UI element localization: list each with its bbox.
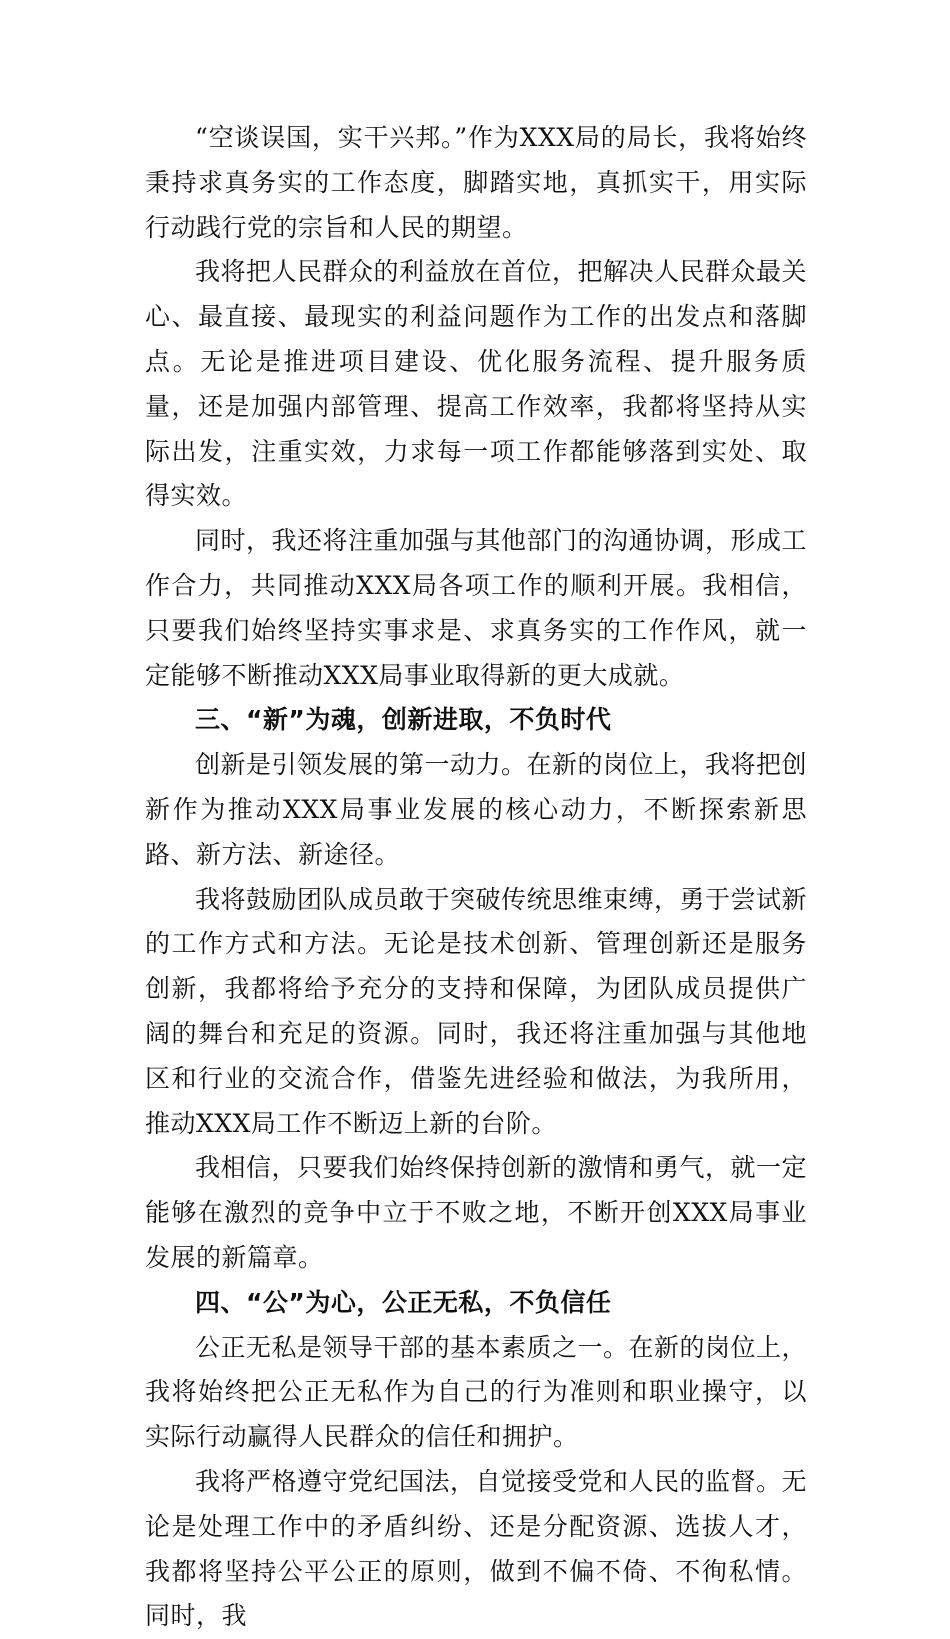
- section-heading: 三、“新”为魂，创新进取，不负时代: [195, 705, 612, 735]
- paragraph: “空谈误国，实干兴邦。”作为XXX局的局长，我将始终秉持求真务实的工作态度，脚踏实地，真抓实干，用实际行动践行党的宗旨和人民的期望。: [145, 123, 807, 242]
- document-body: [145, 116, 807, 1639]
- paragraph: 同时，我还将注重加强与其他部门的沟通协调，形成工作合力，共同推动XXX局各项工作的顺利开展。我相信，只要我们始终坚持实事求是、求真务实的工作作风，就一定能够不断推动XXX局事业取得新的更大成就。: [145, 526, 808, 690]
- paragraph: 我将鼓励团队成员敢于突破传统思维束缚，勇于尝试新的工作方式和方法。无论是技术创新、管理创新还是服务创新，我都将给予充分的支持和保障，为团队成员提供广阔的舞台和充足的资源。同时，我还将注重加强与其他地区和行业的交流合作，借鉴先进经验和做法，为我所用，推动XXX局工作不断迈上新的台阶。: [145, 884, 808, 1138]
- paragraph: 我相信，只要我们始终保持创新的激情和勇气，就一定能够在激烈的竞争中立于不败之地，不断开创XXX局事业发展的新篇章。: [145, 1153, 808, 1272]
- paragraph: 公正无私是领导干部的基本素质之一。在新的岗位上，我将始终把公正无私作为自己的行为准则和职业操守，以实际行动赢得人民群众的信任和拥护。: [145, 1332, 808, 1452]
- paragraph: 我将把人民群众的利益放在首位，把解决人民群众最关心、最直接、最现实的利益问题作为工作的出发点和落脚点。无论是推进项目建设、优化服务流程、提升服务质量，还是加强内部管理、提高工作效率，我都将坚持从实际出发，注重实效，力求每一项工作都能够落到实处、取得实效。: [145, 257, 808, 511]
- paragraph: 我将严格遵守党纪国法，自觉接受党和人民的监督。无论是处理工作中的矛盾纠纷、还是分配资源、选拔人才，我都将坚持公平公正的原则，做到不偏不倚、不徇私情。同时，我: [145, 1466, 808, 1631]
- paragraph: 创新是引领发展的第一动力。在新的岗位上，我将把创新作为推动XXX局事业发展的核心动力，不断探索新思路、新方法、新途径。: [145, 750, 808, 869]
- section-heading: 四、“公”为心，公正无私，不负信任: [195, 1287, 612, 1317]
